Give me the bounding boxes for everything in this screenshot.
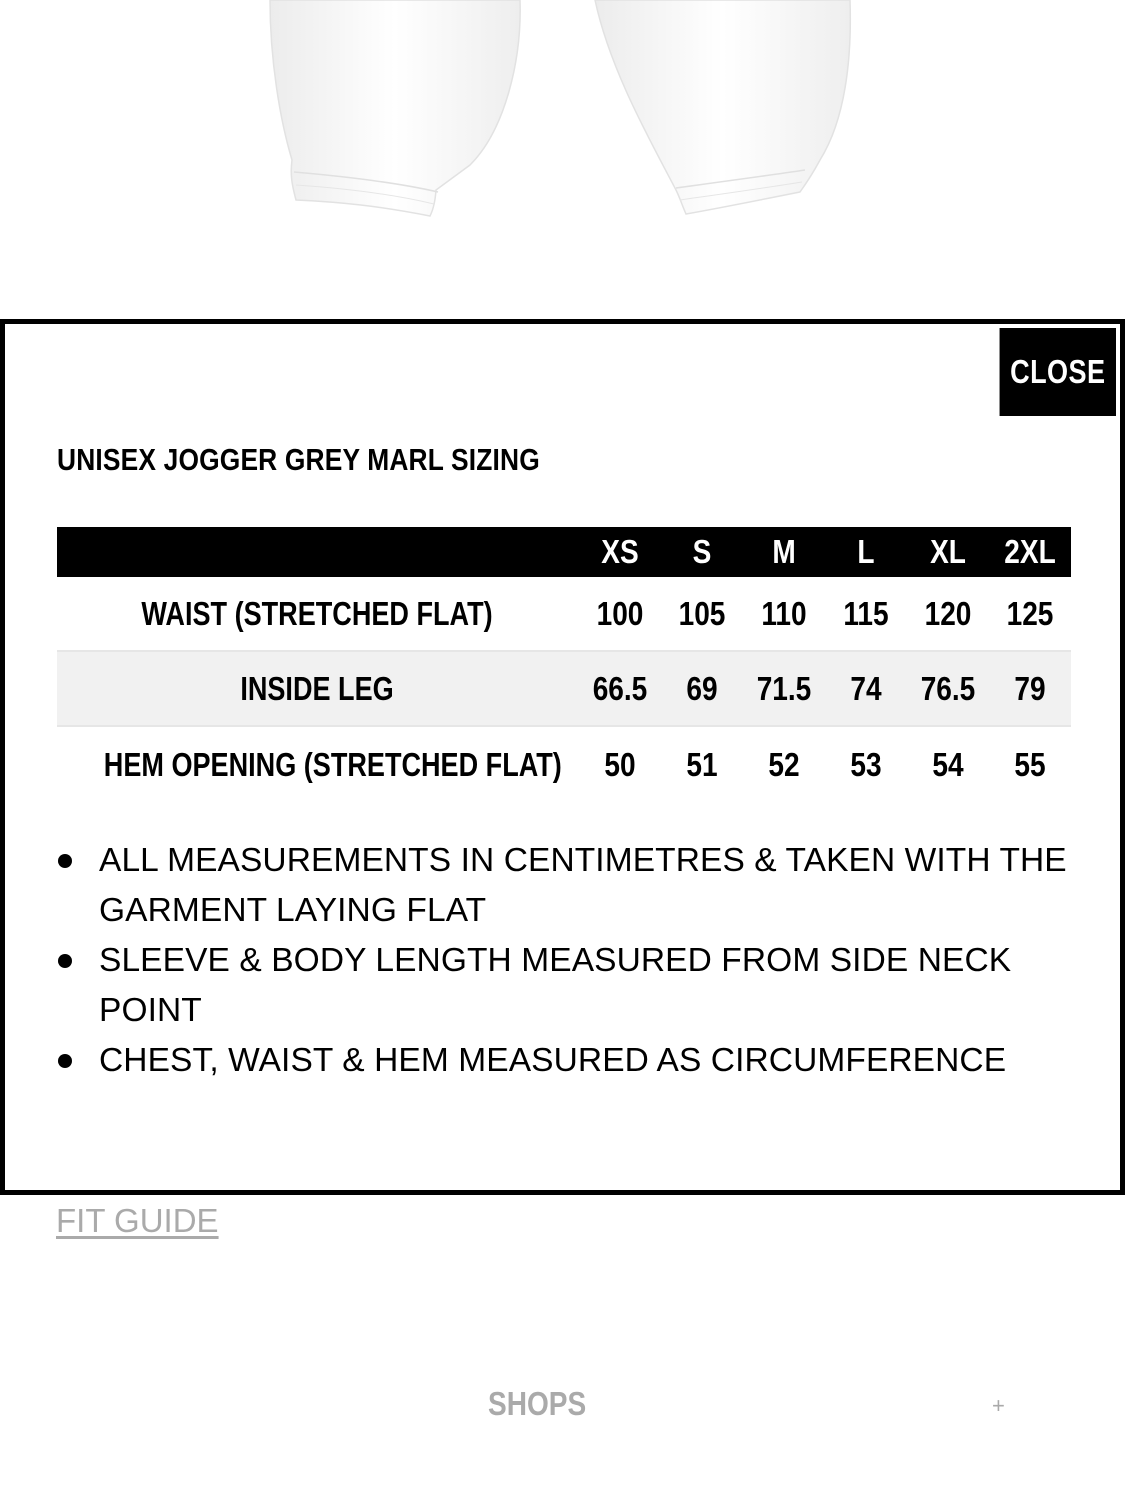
row-label: HEM OPENING (STRETCHED FLAT) bbox=[103, 745, 562, 783]
size-header-cell: M bbox=[772, 533, 796, 570]
shops-link[interactable]: SHOPS bbox=[488, 1385, 587, 1422]
table-cell: 110 bbox=[761, 594, 807, 632]
size-header-cell: XS bbox=[601, 533, 639, 570]
measurement-notes bbox=[55, 836, 1075, 1086]
table-cell: 79 bbox=[1014, 669, 1046, 707]
size-header-cell: S bbox=[692, 533, 712, 570]
note-item bbox=[55, 936, 1075, 1036]
table-cell: 54 bbox=[932, 745, 964, 783]
modal-title: UNISEX JOGGER GREY MARL SIZING bbox=[57, 442, 540, 477]
table-cell: 69 bbox=[686, 669, 718, 707]
close-button[interactable]: CLOSE bbox=[1000, 328, 1116, 416]
fit-guide-link[interactable]: FIT GUIDE bbox=[56, 1202, 219, 1239]
size-header-cell: XL bbox=[930, 533, 966, 570]
table-cell: 115 bbox=[843, 594, 889, 632]
jogger-illustration bbox=[0, 0, 1125, 320]
note-item bbox=[55, 1036, 1075, 1086]
table-cell: 100 bbox=[596, 594, 644, 632]
table-cell: 66.5 bbox=[592, 669, 648, 707]
table-cell: 51 bbox=[686, 745, 718, 783]
table-cell: 76.5 bbox=[920, 669, 976, 707]
size-header-cell: 2XL bbox=[1004, 533, 1056, 570]
row-label: WAIST (STRETCHED FLAT) bbox=[141, 594, 493, 632]
table-row-inside-leg bbox=[57, 652, 1071, 727]
size-header-cell: L bbox=[857, 533, 875, 570]
note-text: CHEST, WAIST & HEM MEASURED AS CIRCUMFERENCE bbox=[99, 1042, 1007, 1079]
bullet-icon bbox=[58, 1054, 72, 1068]
table-cell: 52 bbox=[768, 745, 800, 783]
product-image bbox=[0, 0, 1125, 320]
row-label: INSIDE LEG bbox=[240, 669, 394, 707]
table-cell: 120 bbox=[924, 594, 972, 632]
bullet-icon bbox=[58, 854, 72, 868]
table-cell: 105 bbox=[678, 594, 726, 632]
table-cell: 74 bbox=[850, 669, 882, 707]
table-cell: 71.5 bbox=[756, 669, 812, 707]
size-table-header bbox=[57, 527, 1071, 577]
size-table bbox=[57, 527, 1071, 802]
plus-icon[interactable]: + bbox=[992, 1393, 1005, 1418]
table-cell: 50 bbox=[604, 745, 636, 783]
size-guide-modal bbox=[0, 319, 1125, 1195]
note-text: ALL MEASUREMENTS IN CENTIMETRES & TAKEN WITH THE GARMENT LAYING FLAT bbox=[99, 842, 1067, 929]
bullet-icon bbox=[58, 954, 72, 968]
table-cell: 125 bbox=[1006, 594, 1054, 632]
table-cell: 53 bbox=[850, 745, 882, 783]
table-row-waist bbox=[57, 577, 1071, 652]
note-item bbox=[55, 836, 1075, 936]
table-row-hem-opening bbox=[57, 727, 1071, 802]
note-text: SLEEVE & BODY LENGTH MEASURED FROM SIDE NECK POINT bbox=[99, 942, 1012, 1029]
table-cell: 55 bbox=[1014, 745, 1046, 783]
